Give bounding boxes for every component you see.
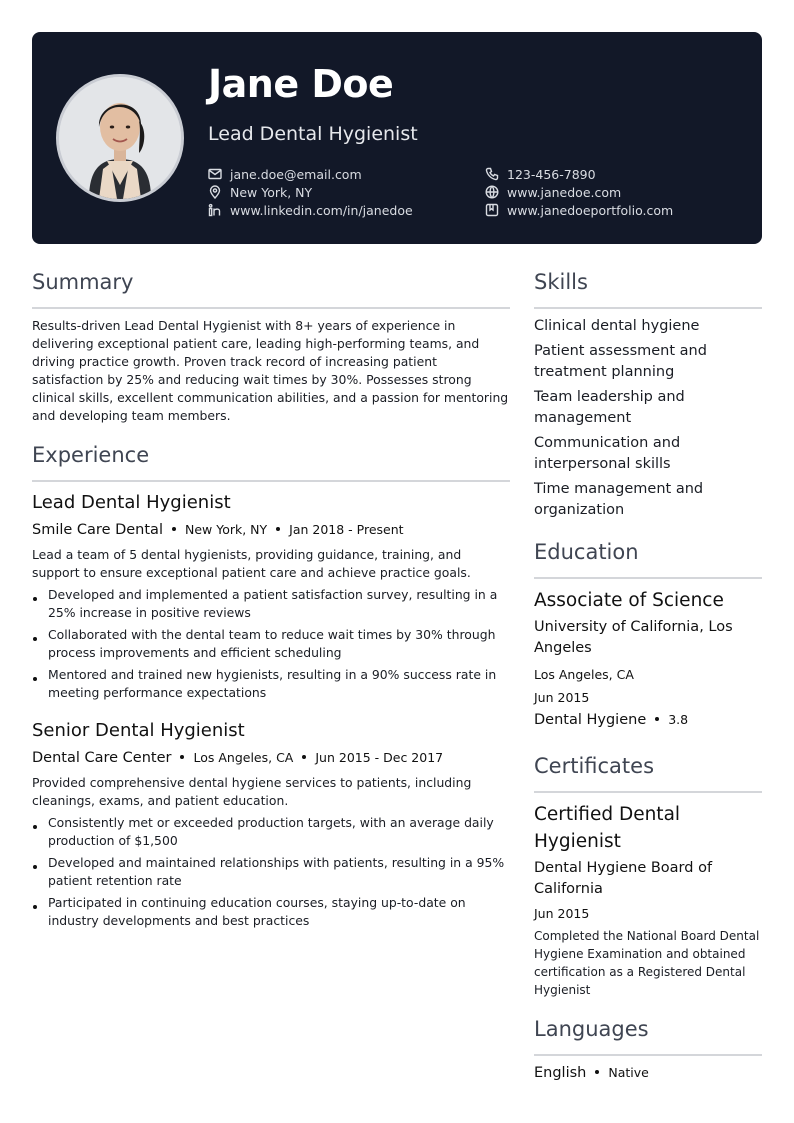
- section-divider: [534, 307, 762, 309]
- skills-list: [534, 316, 762, 525]
- section-divider: [32, 480, 510, 482]
- section-divider: [534, 791, 762, 793]
- contact-website[interactable]: [485, 183, 621, 201]
- list-item: Communication and interpersonal skills: [534, 435, 681, 472]
- section-title-languages: Languages: [534, 1017, 649, 1041]
- list-item: Patient assessment and treatment planning: [534, 343, 707, 380]
- list-item: Mentored and trained new hygienists, resulting in a 90% success rate in meeting performance expectations: [32, 666, 512, 702]
- job-description: Lead a team of 5 dental hygienists, providing guidance, training, and support to ensure exceptional patient care and achieve practice goals.: [32, 547, 471, 580]
- map-pin-icon: [208, 185, 222, 199]
- school-name: University of California, Los Angeles: [534, 619, 733, 656]
- separator-dot: [172, 527, 176, 531]
- school-location: Los Angeles, CA: [534, 667, 634, 682]
- section-divider: [534, 1054, 762, 1056]
- resume-header: [32, 32, 762, 244]
- company-name: Smile Care Dental: [32, 522, 163, 538]
- job-dates: Jun 2015 - Dec 2017: [315, 750, 444, 765]
- list-item: Developed and maintained relationships with patients, resulting in a 95% patient retention rate: [32, 854, 512, 890]
- section-title-certificates: Certificates: [534, 754, 655, 778]
- job-meta: [32, 522, 404, 538]
- certificate-description: Completed the National Board Dental Hygiene Examination and obtained certification as a Registered Dental Hygienist: [534, 929, 760, 997]
- section-title-experience: Experience: [32, 443, 150, 467]
- separator-dot: [276, 527, 280, 531]
- certificate-issuer: Dental Hygiene Board of California: [534, 860, 713, 897]
- section-divider: [534, 577, 762, 579]
- separator-dot: [302, 755, 306, 759]
- job-title: Lead Dental Hygienist: [32, 492, 231, 513]
- separator-dot: [180, 755, 184, 759]
- list-item: Team leadership and management: [534, 389, 685, 426]
- section-title-skills: Skills: [534, 270, 588, 294]
- contact-location: [208, 183, 312, 201]
- job-location: Los Angeles, CA: [193, 750, 294, 765]
- graduation-date: Jun 2015: [534, 690, 590, 705]
- section-divider: [32, 307, 510, 309]
- linkedin-text: www.linkedin.com/in/janedoe: [230, 202, 413, 218]
- list-item: Developed and implemented a patient satisfaction survey, resulting in a 25% increase in positive reviews: [32, 586, 512, 622]
- language-level: Native: [608, 1065, 649, 1080]
- portfolio-text: www.janedoeportfolio.com: [507, 202, 674, 218]
- linkedin-icon: [208, 203, 222, 217]
- field-of-study: Dental Hygiene: [534, 712, 647, 728]
- globe-icon: [485, 185, 499, 199]
- job-achievements: [32, 814, 512, 934]
- job-meta: [32, 750, 443, 766]
- language-name: English: [534, 1065, 587, 1081]
- location-text: New York, NY: [230, 184, 313, 200]
- language-item: [534, 1065, 649, 1081]
- list-item: Collaborated with the dental team to reduce wait times by 30% through process improvements and efficient scheduling: [32, 626, 512, 662]
- contact-email[interactable]: [208, 165, 362, 183]
- contact-portfolio[interactable]: [485, 201, 673, 219]
- list-item: Participated in continuing education courses, staying up-to-date on industry developments and best practices: [32, 894, 512, 930]
- degree-name: Associate of Science: [534, 590, 724, 611]
- candidate-role: Lead Dental Hygienist: [208, 123, 418, 145]
- contact-linkedin[interactable]: [208, 201, 413, 219]
- section-title-education: Education: [534, 540, 639, 564]
- list-item: Clinical dental hygiene: [534, 318, 700, 334]
- education-field-gpa: [534, 712, 688, 728]
- company-name: Dental Care Center: [32, 750, 172, 766]
- contact-phone[interactable]: [485, 165, 596, 183]
- list-item: Consistently met or exceeded production targets, with an average daily production of $1,500: [32, 814, 512, 850]
- mail-icon: [208, 167, 222, 181]
- summary-text: Results-driven Lead Dental Hygienist with 8+ years of experience in delivering exceptional patient care, leading high-performing teams, and driving practice growth. Proven track record of increasing patient satisfaction by 25% and reducing wait times by 30%. Possesses strong clinical skills, excellent communication abilities, and a passion for mentoring and developing team members.: [32, 318, 509, 423]
- phone-text: 123-456-7890: [507, 166, 596, 182]
- email-text: jane.doe@email.com: [230, 166, 362, 182]
- job-dates: Jan 2018 - Present: [289, 522, 404, 537]
- candidate-name: Jane Doe: [208, 62, 394, 106]
- certificate-name: Certified Dental Hygienist: [534, 804, 681, 852]
- job-description: Provided comprehensive dental hygiene services to patients, including cleanings, exams, and patient education.: [32, 775, 472, 808]
- job-achievements: [32, 586, 512, 706]
- gpa-value: 3.8: [668, 712, 689, 727]
- website-text: www.janedoe.com: [507, 184, 622, 200]
- profile-photo: [56, 74, 184, 202]
- phone-icon: [485, 167, 499, 181]
- section-title-summary: Summary: [32, 270, 134, 294]
- job-location: New York, NY: [184, 522, 268, 537]
- job-title: Senior Dental Hygienist: [32, 720, 245, 741]
- separator-dot: [655, 717, 659, 721]
- certificate-date: Jun 2015: [534, 906, 590, 921]
- list-item: Time management and organization: [534, 481, 704, 518]
- portfolio-icon: [485, 203, 499, 217]
- separator-dot: [595, 1070, 599, 1074]
